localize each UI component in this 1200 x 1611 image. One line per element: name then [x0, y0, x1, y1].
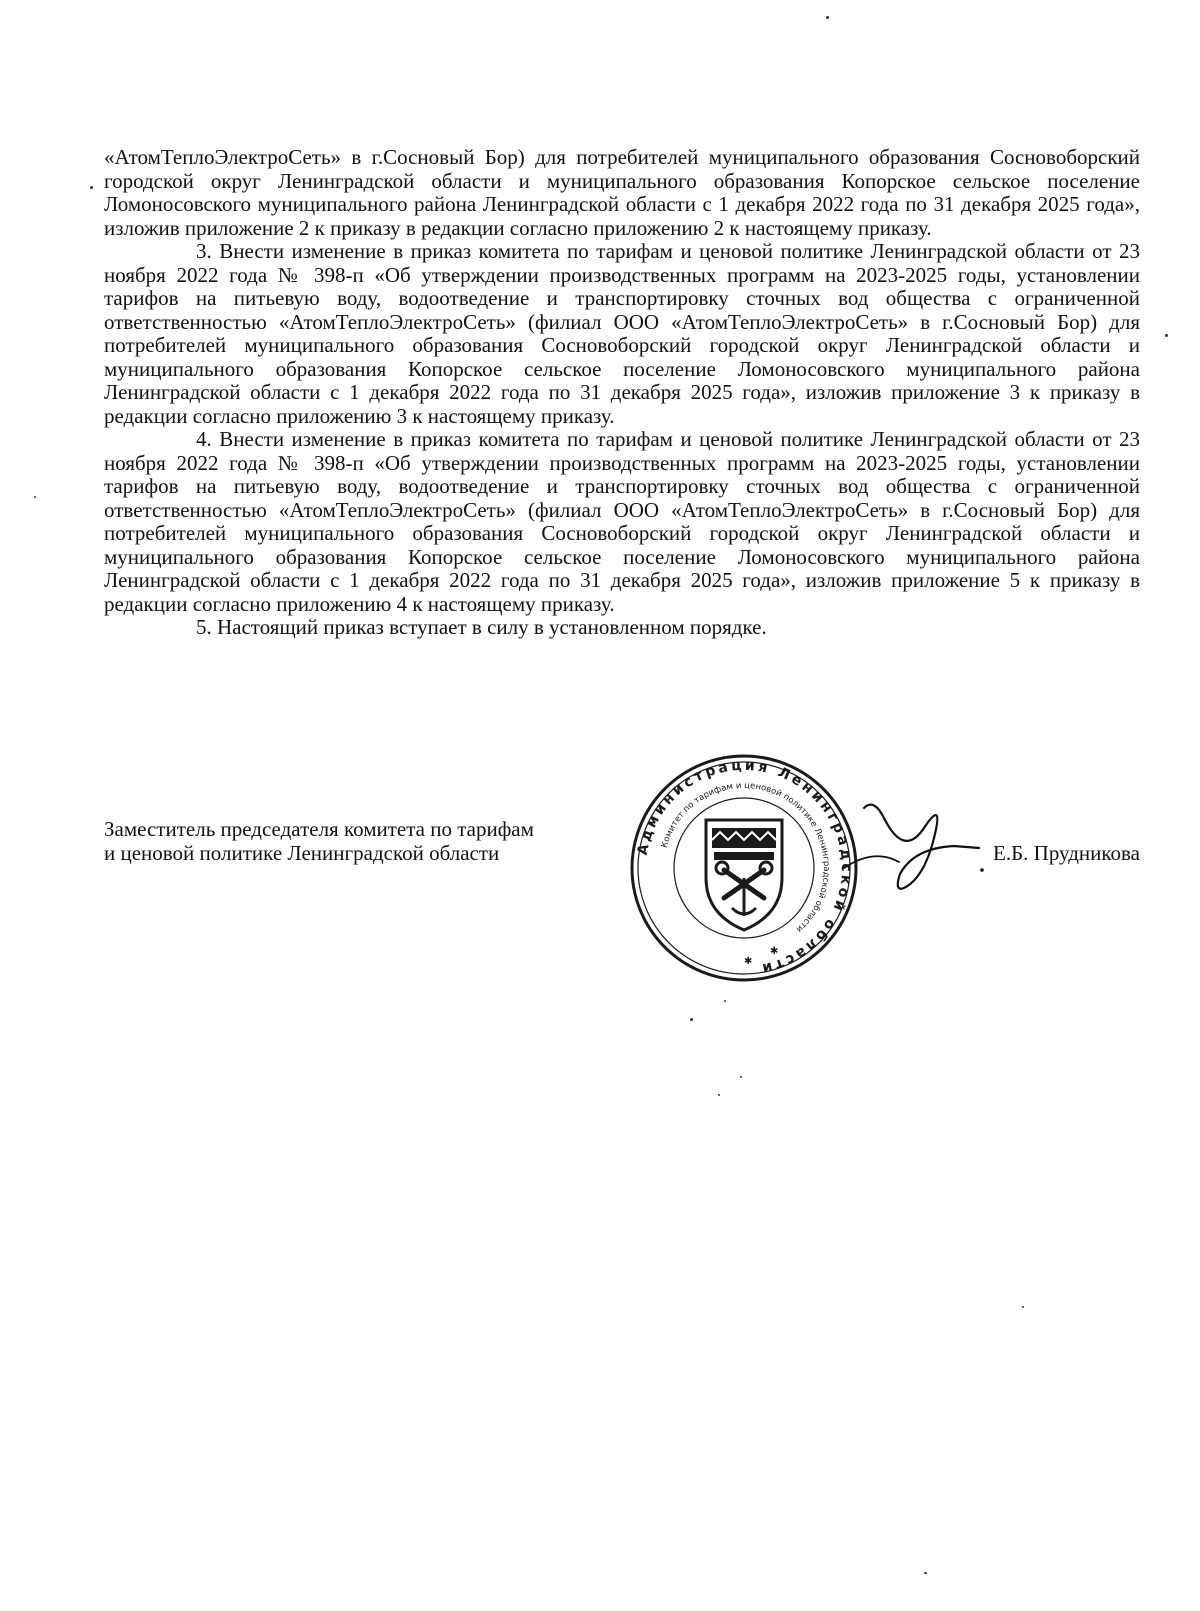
seal-outer-text: Администрация Ленинградской области	[634, 757, 855, 977]
scan-speck	[690, 1018, 693, 1021]
scan-speck	[724, 1000, 726, 1002]
signature-block	[104, 757, 1140, 977]
seal-inner-text: Комитет по тарифам и ценовой политике Ленинградской области	[659, 780, 832, 935]
handwritten-signature	[804, 788, 1024, 918]
document-body	[104, 146, 1140, 640]
scan-speck	[90, 186, 93, 189]
signer-title-line-2: и ценовой политике Ленинградской области	[104, 840, 500, 865]
signer-title	[104, 818, 624, 865]
scan-speck	[718, 1094, 720, 1096]
coat-of-arms-icon	[706, 820, 782, 930]
scan-speck	[34, 496, 36, 498]
paragraph-item-4: 4. Внести изменение в приказ комитета по тарифам и ценовой политике Ленинградской области от 23 ноября 2022 года № 398-п «Об утверждении производственных программ на 2023-2025 годы, установлении тарифов на питьевую воду, водоотведение и транспортировку сточных вод общества с ограниченной ответственностью «АтомТеплоЭлектроСеть» (филиал ООО «АтомТеплоЭлектроСеть» в г.Сосновый Бор) для потребителей муниципального образования Сосновоборский городской округ Ленинградской области и муниципального образования Копорское сельское поселение Ломоносовского муниципального района Ленинградской области с 1 декабря 2022 года по 31 декабря 2025 года», изложив приложение 5 к приказу в редакции согласно приложению 4 к настоящему приказу.	[104, 427, 1140, 616]
scan-speck	[924, 1572, 927, 1574]
paragraph-item-5: 5. Настоящий приказ вступает в силу в установленном порядке.	[196, 615, 767, 639]
scan-speck	[1022, 1306, 1024, 1308]
scan-speck	[826, 16, 829, 19]
paragraph-continuation: «АтомТеплоЭлектроСеть» в г.Сосновый Бор) для потребителей муниципального образования Сосновоборский городской округ Ленинградской области и муниципального образования Копорское сельское поселение Ломоносовского муниципального района Ленинградской области с 1 декабря 2022 года по 31 декабря 2025 года», изложив приложение 2 к приказу в редакции согласно приложению 2 к настоящему приказу.	[104, 145, 1140, 240]
signer-name: Е.Б. Прудникова	[993, 841, 1140, 865]
seal-star-icon: ✱	[770, 946, 779, 957]
paragraph-item-3: 3. Внести изменение в приказ комитета по тарифам и ценовой политике Ленинградской области от 23 ноября 2022 года № 398-п «Об утверждении производственных программ на 2023-2025 годы, установлении тарифов на питьевую воду, водоотведение и транспортировку сточных вод общества с ограниченной ответственностью «АтомТеплоЭлектроСеть» (филиал ООО «АтомТеплоЭлектроСеть» в г.Сосновый Бор) для потребителей муниципального образования Сосновоборский городской округ Ленинградской области и муниципального образования Копорское сельское поселение Ломоносовского муниципального района Ленинградской области с 1 декабря 2022 года по 31 декабря 2025 года», изложив приложение 3 к приказу в редакции согласно приложению 3 к настоящему приказу.	[104, 239, 1140, 428]
scan-speck	[740, 1076, 742, 1078]
signer-title-line-1: Заместитель председателя комитета по тарифам	[104, 817, 534, 841]
scan-speck	[1165, 334, 1168, 337]
seal-star-icon-2: ✱	[744, 956, 753, 967]
